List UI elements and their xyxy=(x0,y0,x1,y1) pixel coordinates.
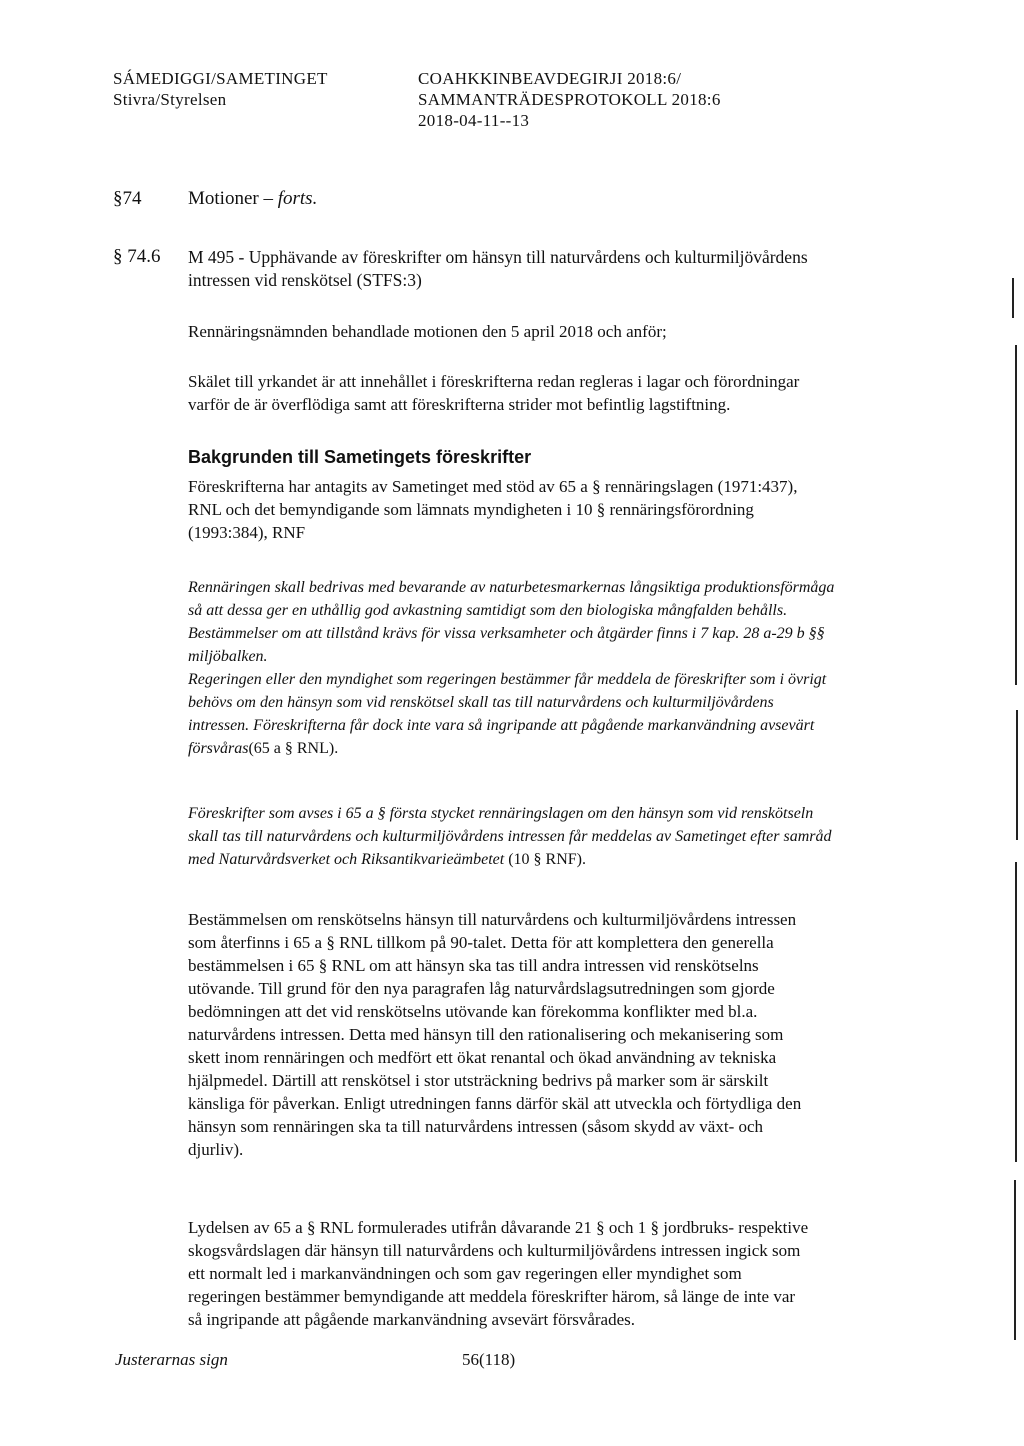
text-line: miljöbalken. xyxy=(188,648,268,665)
scan-edge-mark xyxy=(1014,1180,1016,1340)
text-line: varför de är överflödiga samt att föreskrifterna strider mot befintlig lagstiftning. xyxy=(188,395,731,414)
section-title-text: Motioner – xyxy=(188,188,278,209)
section-title xyxy=(188,188,317,210)
text-line: skall tas till naturvårdens och kulturmiljövårdens intressen får meddelas av Sametinget efter samråd xyxy=(188,828,832,845)
text-line: som återfinns i 65 a § RNL tillkom på 90-talet. Detta för att komplettera den generella xyxy=(188,933,774,952)
text-line: så ingripande att pågående markanvändning avsevärt försvårades. xyxy=(188,1310,636,1329)
background-heading: Bakgrunden till Sametingets föreskrifter xyxy=(188,447,532,467)
wording-paragraph xyxy=(188,1216,808,1331)
text-line xyxy=(188,848,831,871)
subsection-title-line: intressen vid renskötsel (STFS:3) xyxy=(188,270,422,290)
italic-fragment: med Naturvårdsverket och Riksantikvarieämbetet xyxy=(188,851,509,868)
protocol-title-sv: SAMMANTRÄDESPROTOKOLL 2018:6 xyxy=(418,90,721,109)
page-header-left xyxy=(113,68,328,110)
text-line: Bestämmelsen om renskötselns hänsyn till naturvårdens och kulturmiljövårdens intressen xyxy=(188,910,797,929)
text-line: skogsvårdslagen där hänsyn till naturvårdens och kulturmiljövårdens intressen ingick som xyxy=(188,1241,801,1260)
subsection-number: § 74.6 xyxy=(113,246,161,267)
reason-paragraph xyxy=(188,370,799,416)
text-line: Skälet till yrkandet är att innehållet i föreskrifterna redan regleras i lagar och förordningar xyxy=(188,372,800,391)
text-line: utövande. Till grund för den nya paragrafen låg naturvårdslagsutredningen som gjorde xyxy=(188,979,775,998)
citation: (10 § RNF). xyxy=(508,851,586,868)
text-line: känsliga för påverkan. Enligt utredningen fanns därför skäl att utveckla och förtydliga den xyxy=(188,1094,802,1113)
text-line: bestämmelsen i 65 § RNL om att hänsyn ska tas till andra intressen vid renskötselns xyxy=(188,956,759,975)
history-paragraph xyxy=(188,908,801,1161)
decision-paragraph: Rennäringsnämnden behandlade motionen den 5 april 2018 och anför; xyxy=(188,322,667,341)
text-line: regeringen bestämmer bemyndigande att meddela föreskrifter härom, så länge de inte var xyxy=(188,1287,796,1306)
citation: (65 a § RNL). xyxy=(248,740,339,757)
text-line: (1993:384), RNF xyxy=(188,523,306,542)
scan-edge-mark xyxy=(1015,862,1017,1162)
text-line: Föreskrifter som avses i 65 a § första stycket rennäringslagen om den hänsyn som vid renskötseln xyxy=(188,805,814,822)
italic-fragment: försvåras xyxy=(188,740,249,757)
meeting-date: 2018-04-11--13 xyxy=(418,111,530,130)
background-paragraph xyxy=(188,475,797,544)
text-line xyxy=(188,737,834,760)
org-unit: Stivra/Styrelsen xyxy=(113,90,227,109)
subsection-title-line: M 495 - Upphävande av föreskrifter om hänsyn till naturvårdens och kulturmiljövårdens xyxy=(188,247,808,267)
text-line: Rennäringen skall bedrivas med bevarande av naturbetesmarkernas långsiktiga produktionsförmåga xyxy=(188,579,835,596)
text-line: Regeringen eller den myndighet som regeringen bestämmer får meddela de föreskrifter som i övrigt xyxy=(188,671,827,688)
text-line: Föreskrifterna har antagits av Sametinget med stöd av 65 a § rennäringslagen (1971:437), xyxy=(188,477,798,496)
text-line: hänsyn som rennäringen ska ta till naturvårdens intressen (såsom skydd av växt- och xyxy=(188,1117,764,1136)
scan-edge-mark xyxy=(1012,278,1014,318)
signature-label: Justerarnas sign xyxy=(115,1350,228,1369)
protocol-title: COAHKKINBEAVDEGIRJI 2018:6/ xyxy=(418,69,682,88)
section-title-suffix: forts. xyxy=(277,188,318,209)
quoted-regulation-text xyxy=(188,802,831,871)
text-line: skett inom rennäringen och medfört ett ökat renantal och ökad användning av tekniska xyxy=(188,1048,777,1067)
scan-edge-mark xyxy=(1015,345,1017,685)
text-line: djurliv). xyxy=(188,1140,244,1159)
text-line: bedömningen att det vid renskötselns utövande kan förekomma konflikter med bl.a. xyxy=(188,1002,758,1021)
subsection-title xyxy=(188,246,808,292)
text-line: behövs om den hänsyn som vid renskötsel skall tas till naturvårdens och kulturmiljövårdens xyxy=(188,694,774,711)
text-line: Bestämmelser om att tillstånd krävs för vissa verksamheter och åtgärder finns i 7 kap. 28 a-29 b §§ xyxy=(188,625,825,642)
org-name: SÁMEDIGGI/SAMETINGET xyxy=(113,69,328,88)
text-line: naturvårdens intressen. Detta med hänsyn till den rationalisering och mekanisering som xyxy=(188,1025,784,1044)
text-line: RNL och det bemyndigande som lämnats myndigheten i 10 § rennäringsförordning xyxy=(188,500,754,519)
section-number: §74 xyxy=(113,188,142,209)
text-line: Lydelsen av 65 a § RNL formulerades utifrån dåvarande 21 § och 1 § jordbruks- respektive xyxy=(188,1218,809,1237)
text-line: så att dessa ger en uthållig god avkastning samtidigt som den biologiska mångfalden behålls. xyxy=(188,602,788,619)
quoted-law-text xyxy=(188,576,834,760)
text-line: ett normalt led i markanvändningen och som gav regeringen eller myndighet som xyxy=(188,1264,742,1283)
text-line: hjälpmedel. Därtill att renskötsel i stor utsträckning bedrivs på marker som är särskilt xyxy=(188,1071,769,1090)
page-header-right xyxy=(418,68,721,131)
page-number: 56(118) xyxy=(462,1350,516,1369)
text-line: intressen. Föreskrifterna får dock inte vara så ingripande att pågående markanvändning avsevärt xyxy=(188,717,815,734)
scan-edge-mark xyxy=(1016,710,1018,840)
